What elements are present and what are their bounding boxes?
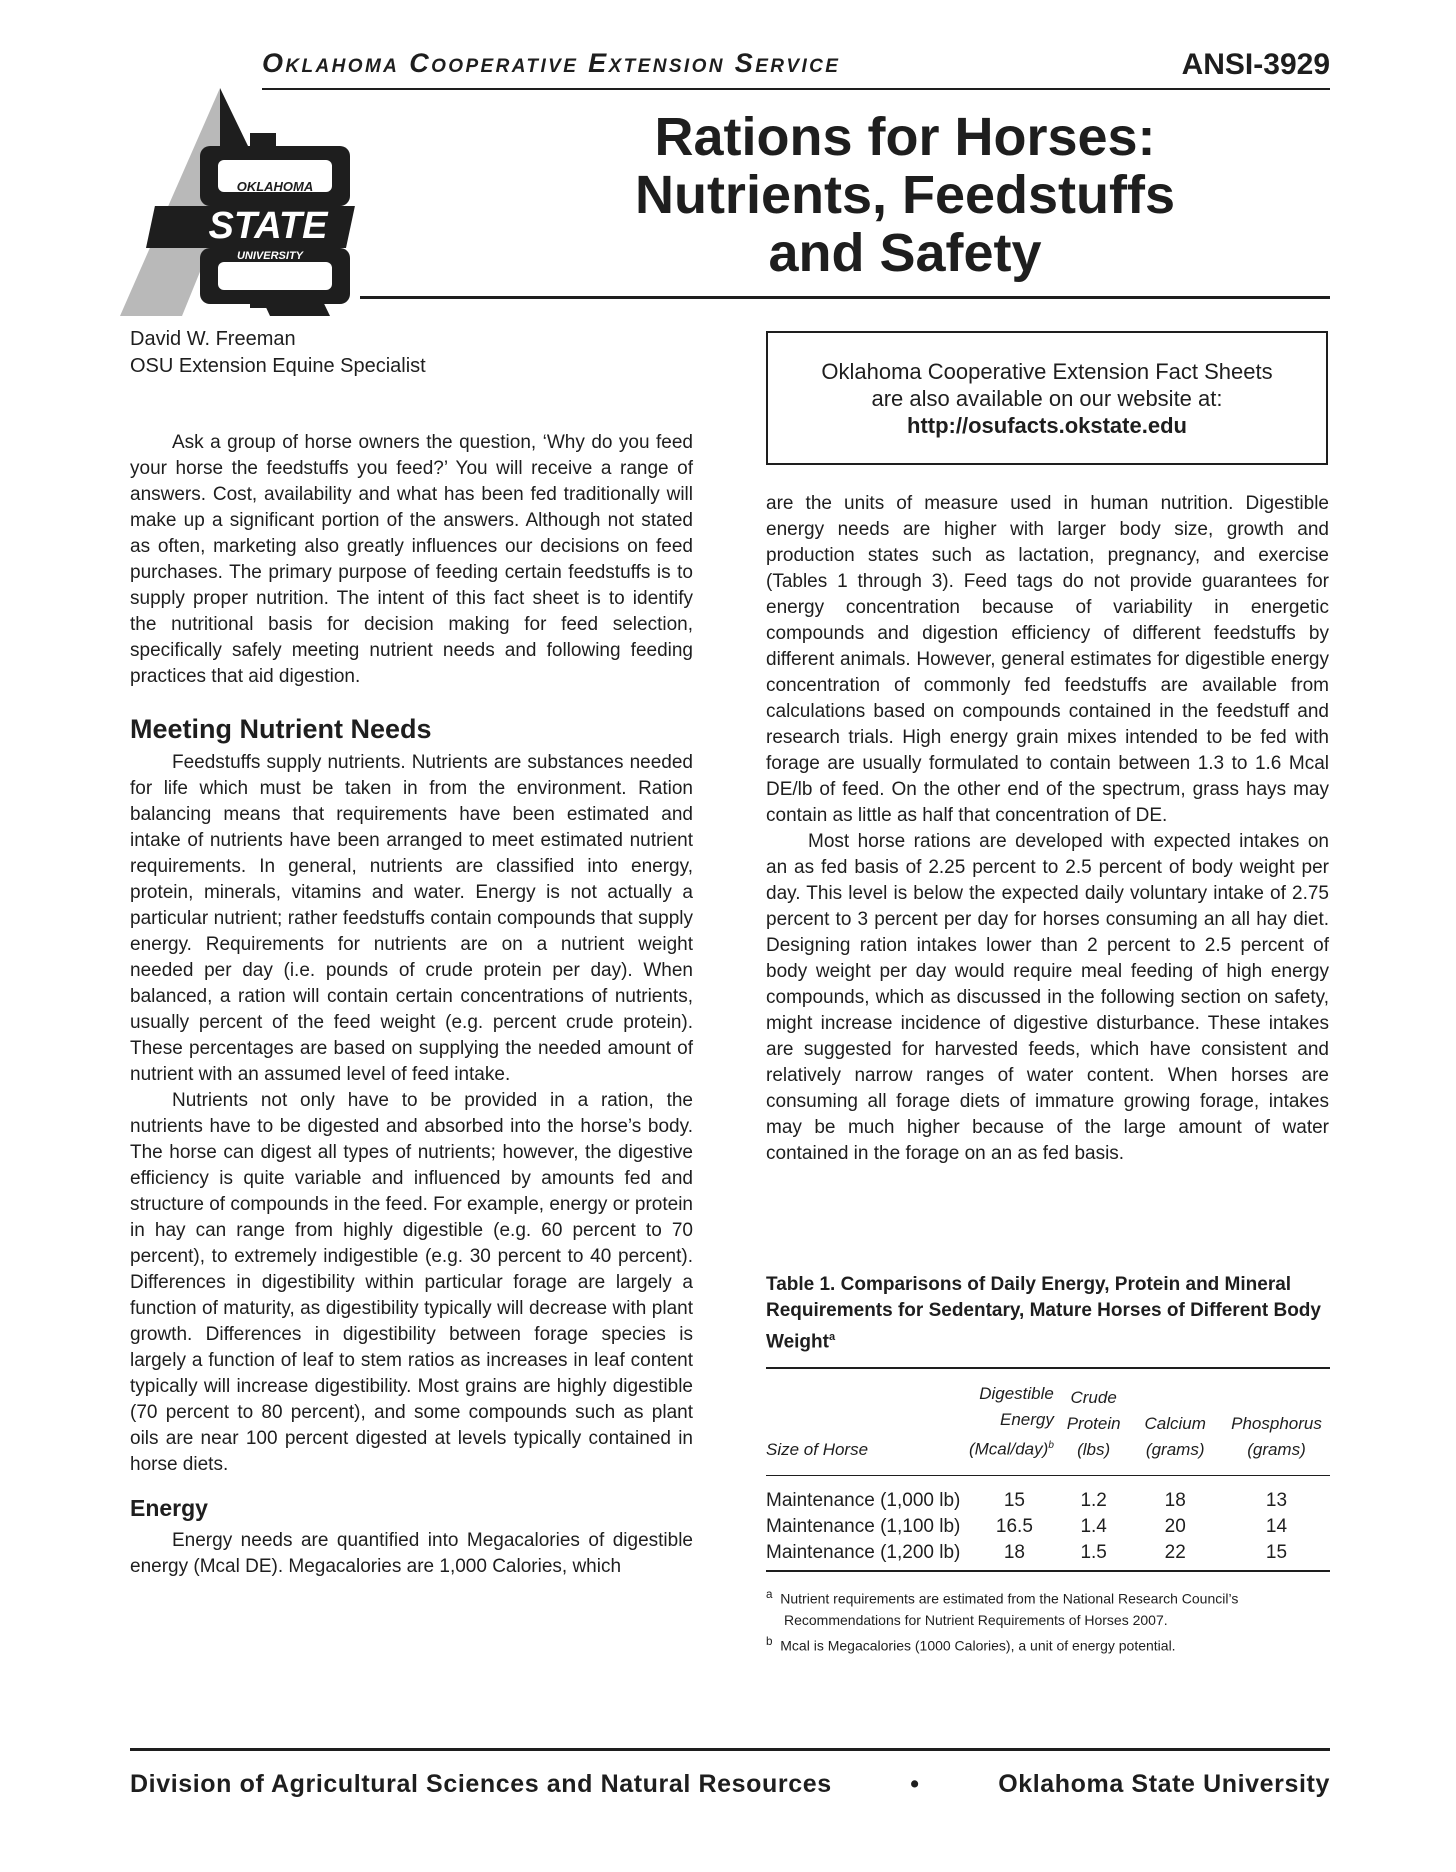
- author-role: OSU Extension Equine Specialist: [130, 355, 426, 377]
- header-rule: [262, 88, 1330, 90]
- caption-footnote-mark: a: [828, 1331, 836, 1343]
- body-paragraph: are the units of measure used in human nutrition. Digestible energy needs are higher with larger body size, growth and production states such as lactation, pregnancy, and exercise (Tables 1 through 3). Feed tags do not provide guarantees for energy concentration because of variability in energetic compounds and digestion efficiency of different feedstuffs by different animals. However, general estimates for digestible energy concentration of commonly fed feedstuffs are available from calculations based on compounds contained in the feedstuff and research trials. High energy grain mixes intended to be fed with forage are usually formulated to contain between 1.3 to 1.6 Mcal DE/lb of feed. On the other end of the spectrum, grass hays may contain as little as half that concentration of DE.: [766, 493, 1329, 826]
- document-code: ANSI-3929: [1181, 48, 1330, 81]
- footnote: $^a$ Nutrient requirements are estimated from the National Research Council’s Recommendations for Nutrient Requirements of Horses 2007.: [766, 1587, 1239, 1628]
- col-header-phosphorus: Phosphorus (grams): [1231, 1413, 1322, 1459]
- table-bottom-rule: [766, 1570, 1330, 1572]
- author-name: David W. Freeman: [130, 328, 296, 350]
- left-column: [130, 430, 693, 1580]
- footer-university: Oklahoma State University: [998, 1770, 1330, 1798]
- service-name: Oklahoma Cooperative Extension Service: [262, 48, 841, 78]
- header-banner: [262, 48, 1330, 88]
- col-header-size: Size of Horse: [766, 1439, 869, 1459]
- col-header-energy: Digestible Energy (Mcal/day)$^b$: [968, 1384, 1054, 1459]
- fact-box-line: Oklahoma Cooperative Extension Fact Sheets: [821, 359, 1273, 384]
- col-header-protein: Crude Protein (lbs): [1066, 1387, 1121, 1459]
- page-title: [520, 108, 1290, 282]
- footnote: $^b$ Mcal is Megacalories (1000 Calories), a unit of energy potential.: [766, 1634, 1176, 1654]
- title-line: Nutrients, Feedstuffs: [634, 165, 1176, 225]
- body-paragraph: Energy needs are quantified into Megacalories of digestible energy (Mcal DE). Megacalories are 1,000 Calories, which: [130, 1530, 693, 1577]
- footer-rule: [130, 1748, 1330, 1751]
- body-paragraph: Most horse rations are developed with expected intakes on an as fed basis of 2.25 percent to 2.5 percent of body weight per day. This level is below the expected daily voluntary intake of 2.75 percent to 3 percent per day for horses consuming an all hay diet. Designing ration intakes lower than 2 percent to 2.5 percent of body weight per day would require meal feeding of high energy compounds, which as discussed in the following section on safety, might increase incidence of digestive disturbance. These intakes are suggested for harvested feeds, which have consistent and relatively narrow ranges of water content. When horses are consuming all forage diets of immature growing forage, intakes may be much higher because of the large amount of water contained in the forage on an as fed basis.: [766, 831, 1329, 1164]
- col-header-calcium: Calcium (grams): [1144, 1413, 1206, 1459]
- body-paragraph: Nutrients not only have to be provided in a ration, the nutrients have to be digested and absorbed into the horse’s body. The horse can digest all types of nutrients; however, the digestive efficiency is quite variable and influenced by amounts fed and structure of compounds in the feed. For example, energy or protein in hay can range from highly digestible (e.g. 60 percent to 70 percent), to extremely indigestible (e.g. 30 percent to 40 percent). Differences in digestibility within particular forage are largely a function of maturity, as digestibility typically will decrease with plant growth. Differences in digestibility between forage species is largely a function of leaf to stem ratios as increases in leaf content typically will increase digestibility. Most grains are highly digestible (70 percent to 80 percent), and some compounds such as plant oils are near 100 percent digested at levels typically contained in horse diets.: [130, 1090, 693, 1475]
- subsection-heading: Energy: [130, 1495, 208, 1521]
- intro-paragraph: Ask a group of horse owners the question, ‘Why do you feed your horse the feedstuffs you feed?’ You will receive a range of answers. Cost, availability and what has been fed traditionally will make up a significant portion of the answers. Although not stated as often, marketing also greatly influences our decisions on feed purchases. The primary purpose of feeding certain feedstuffs is to supply proper nutrition. The intent of this fact sheet is to identify the nutritional basis for decision making for feed selection, specifically safely meeting nutrient needs and following feeding practices that aid digestion.: [130, 432, 693, 687]
- table-row: Maintenance (1,100 lb) 16.5 1.4 20 14: [766, 1515, 1288, 1537]
- author-block: [130, 326, 570, 380]
- requirements-table: [766, 1369, 1330, 1566]
- footer-separator: •: [910, 1770, 920, 1798]
- table-caption: Table 1. Comparisons of Daily Energy, Protein and Mineral Requirements for Sedentary, Mature Horses of Different Body Weight$^a$: [766, 1274, 1321, 1353]
- body-paragraph: Feedstuffs supply nutrients. Nutrients are substances needed for life which must be taken in from the environment. Ration balancing means that requirements have been estimated and intake of nutrients have been arranged to meet estimated nutrient requirements. In general, nutrients are classified into energy, protein, minerals, vitamins and water. Energy is not actually a particular nutrient; rather feedstuffs contain compounds that supply energy. Requirements for nutrients are on a nutrient weight needed per day (i.e. pounds of crude protein per day). When balanced, a ration will contain certain concentrations of nutrients, usually percent of the feed weight (e.g. percent crude protein). These percentages are based on supplying the needed amount of nutrient with an assumed level of feed intake.: [130, 752, 693, 1085]
- table-header-row: [766, 1369, 1330, 1463]
- website-link[interactable]: http://osufacts.okstate.edu: [907, 413, 1187, 438]
- title-line: Rations for Horses:: [654, 107, 1156, 167]
- logo-word-oklahoma: OKLAHOMA: [236, 179, 314, 194]
- right-column: [766, 491, 1329, 1167]
- title-line: and Safety: [768, 223, 1042, 283]
- fact-box-line: are also available on our website at:: [871, 386, 1223, 411]
- logo-word-university: UNIVERSITY: [236, 250, 304, 262]
- page-footer: [130, 1770, 1330, 1799]
- footer-division: Division of Agricultural Sciences and Natural Resources: [130, 1770, 832, 1798]
- logo-word-state: STATE: [208, 205, 328, 247]
- section-heading: Meeting Nutrient Needs: [130, 714, 432, 744]
- osu-logo: [120, 88, 420, 316]
- table-row: Maintenance (1,200 lb) 18 1.5 22 15: [766, 1541, 1288, 1563]
- title-rule: [360, 296, 1330, 299]
- table-footnotes: [766, 1584, 1330, 1656]
- fact-sheet-box: [766, 331, 1328, 465]
- table-1: [766, 1272, 1330, 1656]
- table-row: Maintenance (1,000 lb) 15 1.2 18 13: [766, 1489, 1288, 1511]
